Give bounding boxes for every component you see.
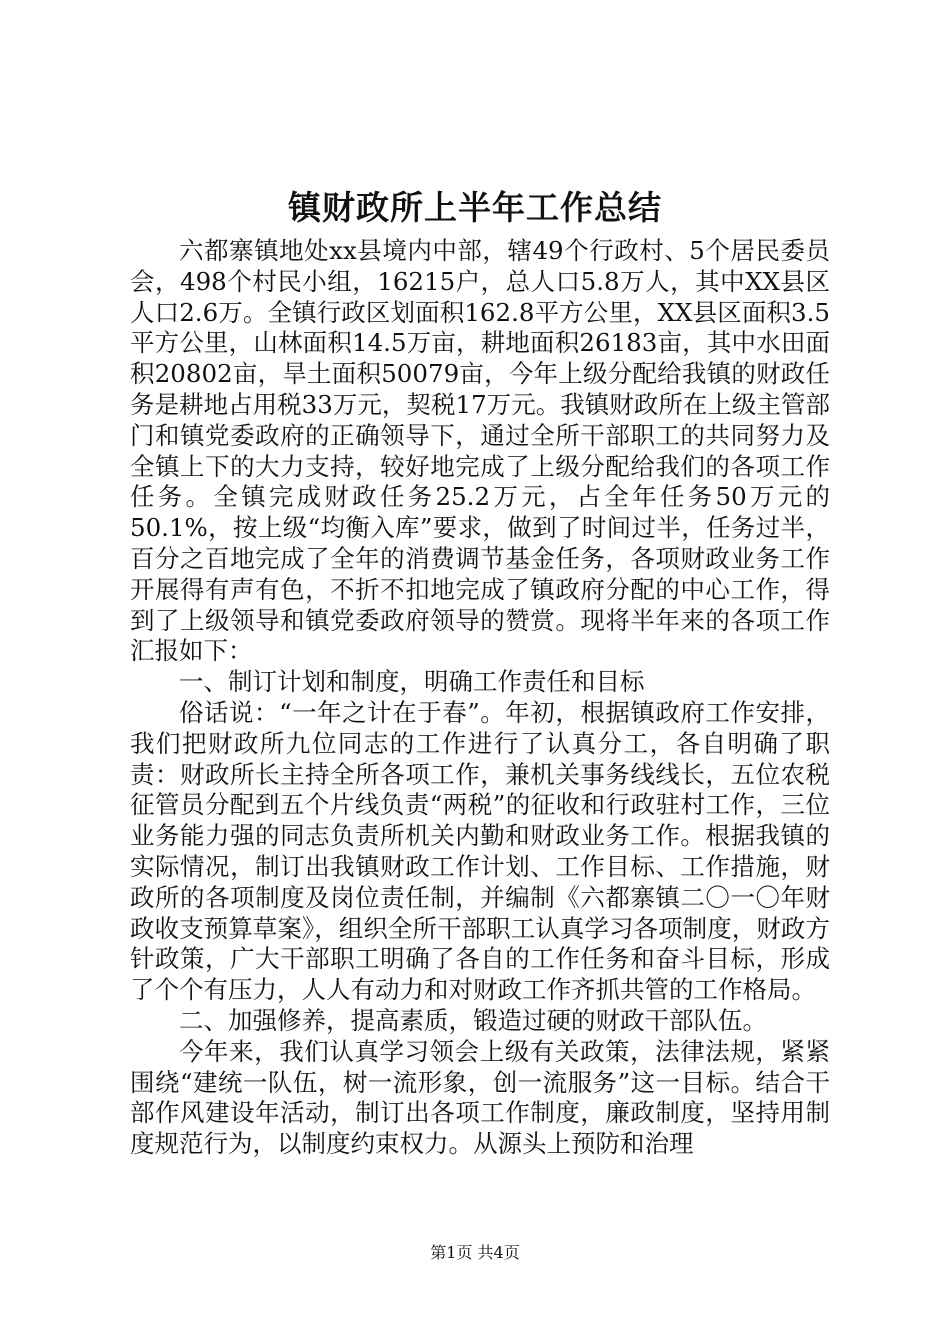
document-title: 镇财政所上半年工作总结 [288, 188, 662, 227]
document-body [130, 236, 830, 1160]
paragraph-intro: 六都寨镇地处xx县境内中部，辖49个行政村、5个居民委员会，498个村民小组，16215户，总人口5.8万人，其中XX县区人口2.6万。全镇行政区划面积162.8平方公里，XX县区面积3.5平方公里，山林面积14.5万亩，耕地面积26183亩，其中水田面积20802亩，旱土面积50079亩，今年上级分配给我镇的财政任务是耕地占用税33万元，契税17万元。我镇财政所在上级主管部门和镇党委政府的正确领导下，通过全所干部职工的共同努力及全镇上下的大力支持，较好地完成了上级分配给我们的各项工作任务。全镇完成财政任务25.2万元，占全年任务50万元的50.1%，按上级“均衡入库”要求，做到了时间过半，任务过半，百分之百地完成了全年的消费调节基金任务，各项财政业务工作开展得有声有色，不折不扣地完成了镇政府分配的中心工作，得到了上级领导和镇党委政府领导的赞赏。现将半年来的各项工作汇报如下： [130, 236, 830, 666]
section-heading-2: 二、加强修养，提高素质，锻造过硬的财政干部队伍。 [179, 1005, 767, 1035]
paragraph-section-2: 今年来，我们认真学习领会上级有关政策，法律法规，紧紧围绕“建统一队伍，树一流形象，创一流服务”这一目标。结合干部作风建设年活动，制订出各项工作制度，廉政制度，坚持用制度规范行为，以制度约束权力。从源头上预防和治理 [130, 1036, 830, 1159]
page-number-footer: 第1页 共4页 [430, 1243, 520, 1262]
paragraph-section-1: 俗话说：“一年之计在于春”。年初，根据镇政府工作安排，我们把财政所九位同志的工作进行了认真分工，各自明确了职责：财政所长主持全所各项工作，兼机关事务线线长，五位农税征管员分配到五个片线负责“两税”的征收和行政驻村工作，三位业务能力强的同志负责所机关内勤和财政业务工作。根据我镇的实际情况，制订出我镇财政工作计划、工作目标、工作措施，财政所的各项制度及岗位责任制，并编制《六都寨镇二〇一〇年财政收支预算草案》，组织全所干部职工认真学习各项制度，财政方针政策，广大干部职工明确了各自的工作任务和奋斗目标，形成了个个有压力，人人有动力和对财政工作齐抓共管的工作格局。 [130, 697, 830, 1005]
section-heading-1: 一、制订计划和制度，明确工作责任和目标 [179, 667, 645, 697]
